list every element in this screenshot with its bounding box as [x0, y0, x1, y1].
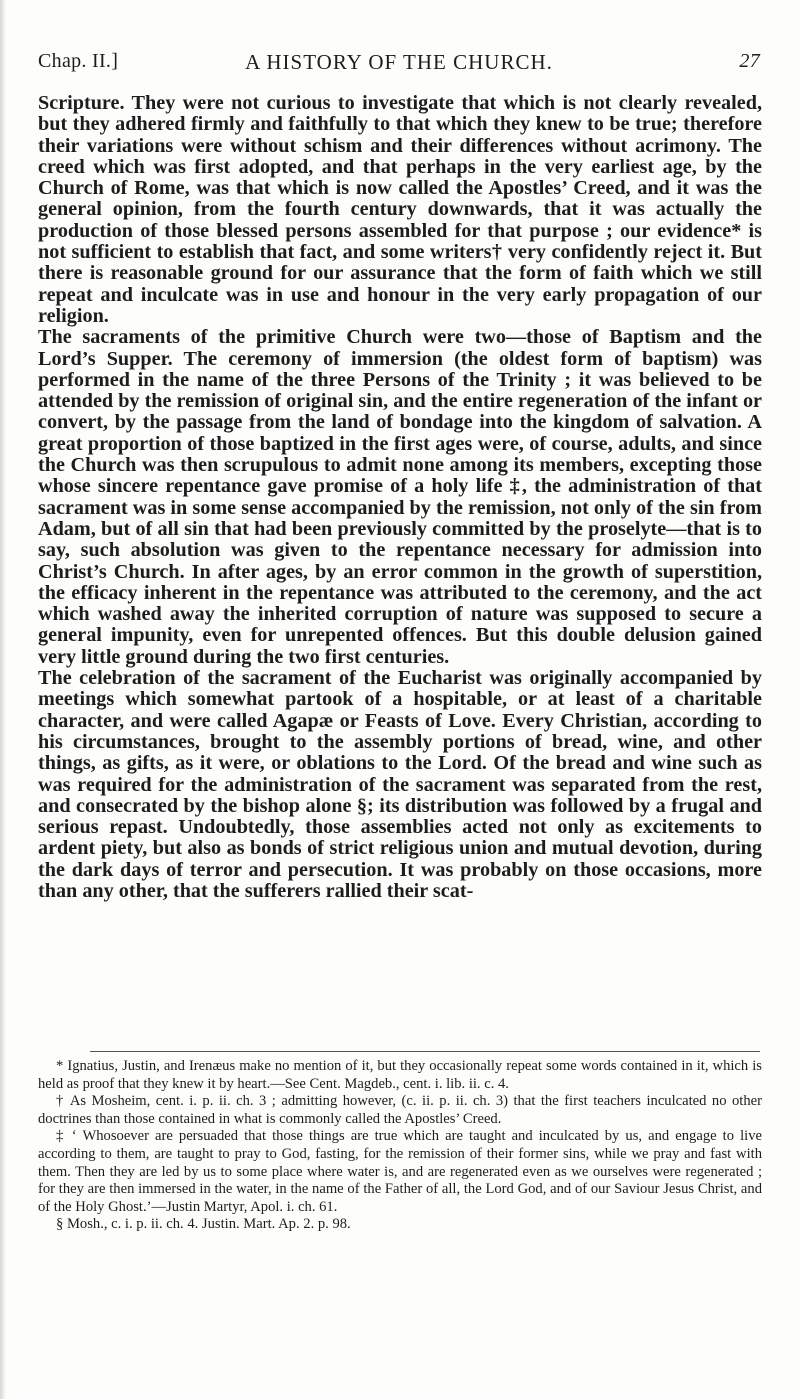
page-number: 27 [739, 50, 760, 72]
paragraph-eucharist: The celebration of the sacrament of the Eucharist was originally accompanied by meetings which somewhat partook of a hospitable, or at least of a charitable character, and were called Agapæ or Feasts of Love. Every Christian, according to his circumstances, brought to the assembly portions of bread, wine, and other things, as gifts, as it were, or oblations to the Lord. Of the bread and wine such as was required for the administration of the sacrament was separated from the rest, and consecrated by the bishop alone §; its distribution was followed by a frugal and serious repast. Undoubtedly, those assemblies acted not only as excitements to ardent piety, but also as bonds of strict religious union and mutual devotion, during the dark days of terror and persecution. It was probably on those occasions, more than any other, that the sufferers rallied their scat- [38, 667, 762, 902]
footnote-asterisk: * Ignatius, Justin, and Irenæus make no mention of it, but they occasionally repeat some words contained in it, which is held as proof that they knew it by heart.—See Cent. Magdeb., cent. i. lib. ii. c. 4. [38, 1058, 762, 1092]
footnotes [38, 1058, 762, 1234]
main-text [38, 93, 762, 902]
footnote-divider [90, 1051, 760, 1052]
footnote-double-dagger: ‡ ‘ Whosoever are persuaded that those things are true which are taught and inculcated by us, and engage to live according to them, are taught to pray to God, fasting, for the remission of their former sins, while we pray and fast with them. Then they are led by us to some place where water is, and are regenerated even as we ourselves were regenerated ; for they are then immersed in the water, in the name of the Father of all, the Lord God, and of our Saviour Jesus Christ, and of the Holy Ghost.’—Justin Martyr, Apol. i. ch. 61. [38, 1128, 762, 1215]
footnote-dagger: † As Mosheim, cent. i. p. ii. ch. 3 ; admitting however, (c. ii. p. ii. ch. 3) that the first teachers inculcated no other doctrines than those contained in what is commonly called the Apostles’ Creed. [38, 1093, 762, 1127]
footnote-section: § Mosh., c. i. p. ii. ch. 4. Justin. Mart. Ap. 2. p. 98. [56, 1216, 351, 1233]
running-header [38, 50, 760, 82]
chapter-label: Chap. II.] [38, 50, 119, 72]
page-title: A HISTORY OF THE CHURCH. [245, 50, 553, 74]
scan-shadow-edge [0, 0, 6, 1399]
paragraph-creed: Scripture. They were not curious to investigate that which is not clearly revealed, but they adhered firmly and faithfully to that which they knew to be true; therefore their variations were without schism and their differences without acrimony. The creed which was first adopted, and that perhaps in the very earliest age, by the Church of Rome, was that which is now called the Apostles’ Creed, and it was the general opinion, from the fourth century downwards, that it was actually the production of those blessed persons assembled for that purpose ; our evidence* is not sufficient to establish that fact, and some writers† very confidently reject it. But there is reasonable ground for our assurance that the form of faith which we still repeat and inculcate was in use and honour in the very early propagation of our religion. [38, 92, 762, 327]
paragraph-sacraments: The sacraments of the primitive Church were two—those of Baptism and the Lord’s Supper. The ceremony of immersion (the oldest form of baptism) was performed in the name of the three Persons of the Trinity ; it was believed to be attended by the remission of original sin, and the entire regeneration of the infant or convert, by the passage from the land of bondage into the kingdom of salvation. A great proportion of those baptized in the first ages were, of course, adults, and since the Church was then scrupulous to admit none among its members, excepting those whose sincere repentance gave promise of a holy life ‡, the administration of that sacrament was in some sense accompanied by the remission, not only of the sin from Adam, but of all sin that had been previously committed by the proselyte—that is to say, such absolution was given to the repentance necessary for admission into Christ’s Church. In after ages, by an error common in the growth of superstition, the efficacy inherent in the repentance was attributed to the ceremony, and the act which washed away the inherited corruption of nature was supposed to secure a general impunity, even for unrepented offences. But this double delusion gained very little ground during the two first centuries. [38, 326, 762, 668]
